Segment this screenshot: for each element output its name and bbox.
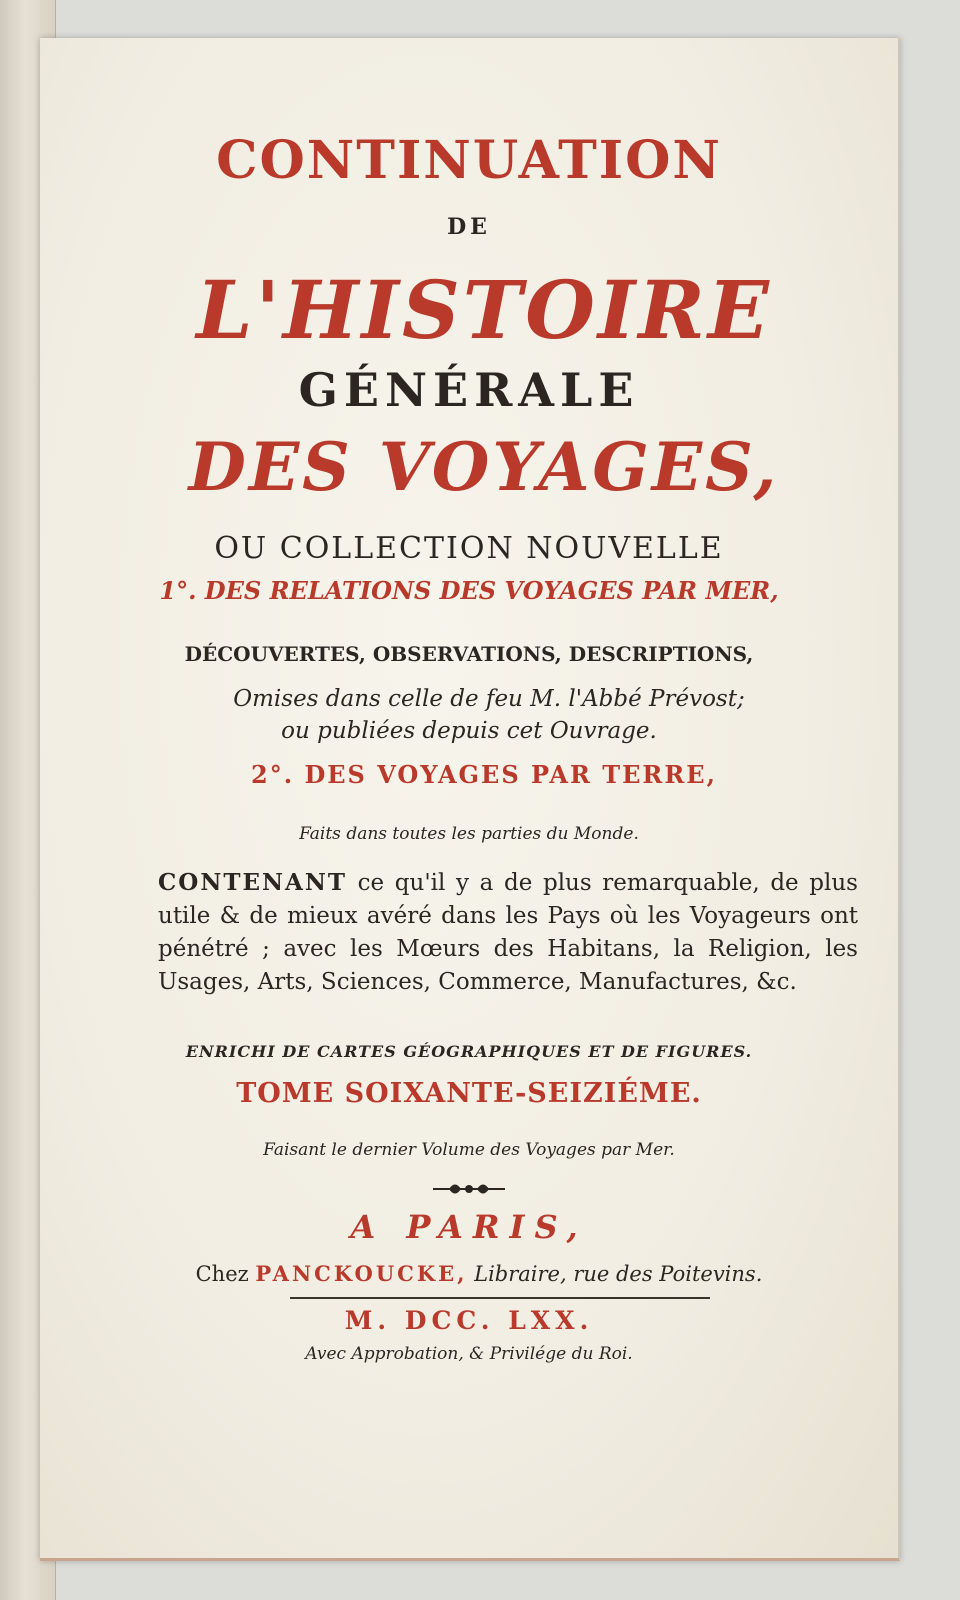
imprint-city: A PARIS, [350, 1208, 588, 1246]
contenant-lead: CONTENANT [158, 869, 348, 896]
title-de: DE [447, 214, 491, 240]
subtitle-decouvertes: DÉCOUVERTES, OBSERVATIONS, DESCRIPTIONS, [184, 642, 754, 666]
title-des-voyages: DES VOYAGES, [188, 428, 780, 506]
subtitle-voyages-terre: 2°. DES VOYAGES PAR TERRE, [251, 760, 717, 789]
imprint-privilege: Avec Approbation, & Privilége du Roi. [305, 1344, 633, 1364]
subtitle-faits: Faits dans toutes les parties du Monde. [299, 824, 639, 844]
imprint-publisher-line [60, 1261, 898, 1286]
contenant-paragraph [158, 866, 858, 999]
imprint-rule [290, 1297, 710, 1299]
imprint-date: M. DCC. LXX. [344, 1306, 594, 1335]
title-histoire: L'HISTOIRE [196, 263, 772, 357]
title-generale: GÉNÉRALE [298, 363, 640, 417]
printers-ornament-icon [40, 1178, 898, 1206]
enrichi-line: ENRICHI DE CARTES GÉOGRAPHIQUES ET DE FIGURES. [185, 1042, 753, 1061]
tome-line: TOME SOIXANTE-SEIZIÉME. [236, 1078, 702, 1109]
imprint-chez: Chez [195, 1262, 249, 1286]
subtitle-relations-mer: 1°. DES RELATIONS DES VOYAGES PAR MER, [159, 576, 779, 605]
imprint-publisher: PANCKOUCKE, [255, 1261, 468, 1286]
title-continuation: CONTINUATION [216, 130, 722, 191]
contenant-text: ce qu'il y a de plus remarquable, de plus utile & de mieux avéré dans les Pays où les Voyageurs ont pénétré ; avec les Mœurs des Habitans, la Religion, les Usages, Arts, Sciences, Commerce, Manufactures, &c. [158, 870, 858, 995]
title-page [40, 38, 900, 1561]
imprint-address: Libraire, rue des Poitevins. [474, 1262, 763, 1286]
subtitle-publiees: ou publiées depuis cet Ouvrage. [281, 718, 657, 744]
subtitle-omises: Omises dans celle de feu M. l'Abbé Prévost; [233, 686, 745, 712]
faisant-line: Faisant le dernier Volume des Voyages par Mer. [263, 1140, 675, 1160]
subtitle-collection: OU COLLECTION NOUVELLE [214, 531, 724, 566]
